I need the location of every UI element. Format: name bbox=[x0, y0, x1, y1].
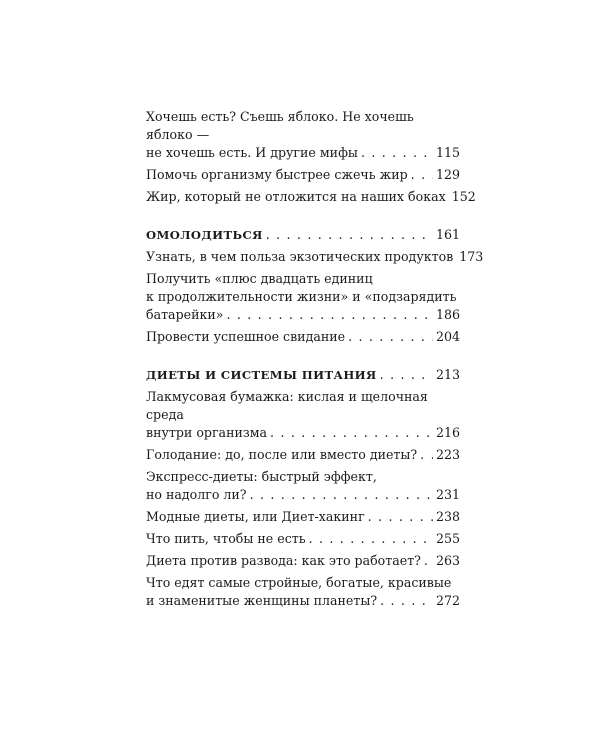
toc-entry-famous-women bbox=[146, 574, 460, 610]
toc-page-number: 231 bbox=[435, 487, 460, 502]
toc-entry-litmus bbox=[146, 388, 460, 442]
toc-page-number: 161 bbox=[435, 227, 460, 242]
toc-entry-burn-fat bbox=[146, 166, 460, 184]
toc-page-number: 272 bbox=[435, 593, 460, 608]
toc-page-number: 223 bbox=[435, 447, 460, 462]
dot-leader bbox=[361, 144, 433, 162]
toc-entry-myths bbox=[146, 108, 460, 162]
toc-page-number: 173 bbox=[459, 249, 484, 264]
section-heading-label: ОМОЛОДИТЬСЯ bbox=[146, 228, 263, 242]
toc-page-number: 152 bbox=[451, 189, 476, 204]
toc-entry-line: но надолго ли? bbox=[146, 487, 247, 502]
toc-entry-line: Лакмусовая бумажка: кислая и щелочная среда bbox=[146, 389, 428, 422]
dot-leader bbox=[266, 226, 433, 244]
toc-entry-date bbox=[146, 328, 460, 346]
dot-leader bbox=[226, 306, 433, 324]
dot-leader bbox=[270, 424, 433, 442]
toc-entry-line: Хочешь есть? Съешь яблоко. Не хочешь яблоко — bbox=[146, 109, 414, 142]
toc-entry-line: Помочь организму быстрее сжечь жир bbox=[146, 167, 408, 182]
toc-page-number: 115 bbox=[435, 145, 460, 160]
dot-leader bbox=[380, 366, 433, 384]
toc-entry-line: Жир, который не отложится на наших боках bbox=[146, 189, 446, 204]
toc-entry-fat bbox=[146, 188, 476, 206]
section-heading-label: ДИЕТЫ И СИСТЕМЫ ПИТАНИЯ bbox=[146, 368, 377, 382]
toc-entry-line: внутри организма bbox=[146, 425, 268, 440]
toc-entry-line: батарейки» bbox=[146, 307, 224, 322]
toc-page-number: 186 bbox=[435, 307, 460, 322]
toc-section-heading-rejuvenate bbox=[146, 226, 460, 244]
toc-entry-line: Провести успешное свидание bbox=[146, 329, 346, 344]
toc-entry-line: к продолжительности жизни» и «подзарядить bbox=[146, 289, 457, 304]
toc-page-number: 204 bbox=[435, 329, 460, 344]
toc-entry-plus-twenty bbox=[146, 270, 460, 324]
dot-leader bbox=[348, 328, 433, 346]
toc-entry-line: Что едят самые стройные, богатые, красивые bbox=[146, 575, 452, 590]
toc-page-number: 213 bbox=[435, 367, 460, 382]
toc-entry-line: Голодание: до, после или вместо диеты? bbox=[146, 447, 418, 462]
dot-leader bbox=[368, 508, 433, 526]
toc-entry-line: Модные диеты, или Диет-хакинг bbox=[146, 509, 365, 524]
dot-leader bbox=[420, 446, 433, 464]
dot-leader bbox=[380, 592, 433, 610]
dot-leader bbox=[309, 530, 433, 548]
toc-entry-line: Получить «плюс двадцать единиц bbox=[146, 271, 373, 286]
toc-page-number: 129 bbox=[435, 167, 460, 182]
dot-leader bbox=[250, 486, 433, 504]
toc-entry-what-to-drink bbox=[146, 530, 460, 548]
toc-entry-line: Что пить, чтобы не есть bbox=[146, 531, 306, 546]
toc-entry-line: не хочешь есть. И другие мифы bbox=[146, 145, 358, 160]
toc-page-number: 263 bbox=[435, 553, 460, 568]
toc-entry-divorce-diet bbox=[146, 552, 460, 570]
toc-entry-line: и знаменитые женщины планеты? bbox=[146, 593, 378, 608]
toc-page-number: 255 bbox=[435, 531, 460, 546]
toc-entry-diet-hacking bbox=[146, 508, 460, 526]
table-of-contents bbox=[146, 108, 484, 614]
toc-entry-line: Диета против развода: как это работает? bbox=[146, 553, 421, 568]
toc-entry-fasting bbox=[146, 446, 460, 464]
toc-page-number: 238 bbox=[435, 509, 460, 524]
dot-leader bbox=[424, 552, 433, 570]
toc-entry-line: Узнать, в чем польза экзотических продуктов bbox=[146, 249, 454, 264]
toc-section-heading-diets bbox=[146, 366, 460, 384]
toc-entry-exotic-products bbox=[146, 248, 484, 266]
toc-page-number: 216 bbox=[435, 425, 460, 440]
dot-leader bbox=[411, 166, 433, 184]
toc-entry-line: Экспресс-диеты: быстрый эффект, bbox=[146, 469, 377, 484]
toc-entry-express-diets bbox=[146, 468, 460, 504]
